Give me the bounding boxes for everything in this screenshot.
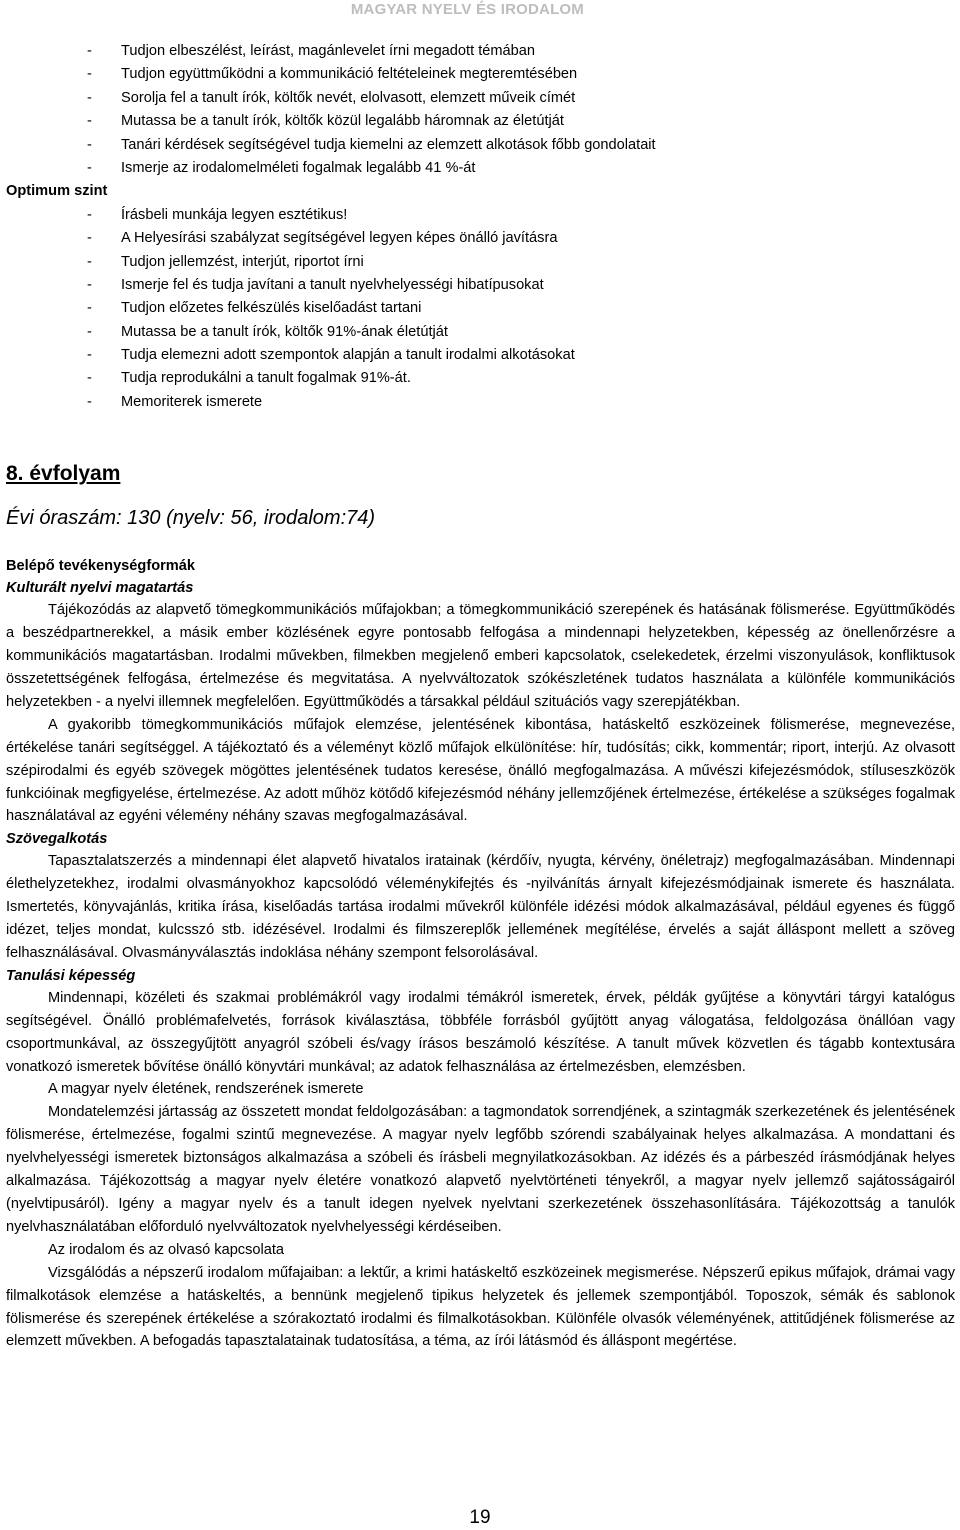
list-item-text: Tudjon együttműködni a kommunikáció feltételeinek megteremtésében (121, 66, 578, 83)
text-creation-paragraph: Tapasztalatszerzés a mindennapi élet alapvető hivatalos iratainak (kérdőív, nyugta, kérvény, önéletrajz) megfogalmazásában. Mindennapi élethelyzetekhez, irodalmi olvasmányokhoz kapcsolódó véleménykifejtés és -nyilvánítás árnyalt kifejezésmódjainak ismerete és használata. Ismertetés, könyvajánlás, kritika írása, kiselőadás tartása irodalmi művekről különféle idézési módok alkalmazásával, például egyenes és függő idézet, teljes mondat, kulcsszó stb. idézésével. Irodalmi és filmszereplők jellemének megítélése, érvelés a saját álláspont mellett a szöveg felhasználásával. Olvasmányválasztás indoklása néhány szempont felsorolásával. (6, 853, 955, 961)
list-item-text: Tudjon elbeszélést, leírást, magánlevelet írni megadott témában (121, 43, 535, 59)
list-dash: - (87, 66, 92, 83)
list-item (6, 367, 955, 390)
list-item (6, 157, 955, 180)
list-dash: - (87, 159, 92, 176)
list-dash: - (87, 89, 92, 106)
page-number: 19 (469, 1507, 491, 1528)
list-item (6, 344, 955, 367)
list-item-text: Tudjon előzetes felkészülés kiselőadást tartani (121, 300, 422, 317)
list-item-text: Tanári kérdések segítségével tudja kiemelni az elemzett alkotások főbb gondolatait (121, 136, 656, 153)
list-item (6, 274, 955, 297)
list-item-text: Mutassa be a tanult írók, költők közül legalább háromnak az életútját (121, 113, 564, 130)
list-item-text: Memoriterek ismerete (121, 393, 263, 410)
requirements-list (6, 40, 955, 180)
language-system-paragraph: Mondatelemzési jártasság az összetett mondat feldolgozásában: a tagmondatok sorrendjének, a szintagmák szerkezetének és jelentésének fölismerése, értelmezése, fogalmi szintű megnevezése. A magyar nyelv legfőbb szórendi szabályainak helyes alkalmazása. A mondattani és nyelvhelyességi ismeretek biztonságos alkalmazása a szóbeli és írásbeli megnyilatkozásokban. Az idézés és a párbeszéd írásmódjának helyes alkalmazása. Tájékozottság a magyar nyelv életére vonatkozó alapvető nyelvtörténeti tényekről, a magyar nyelv jellemző sajátosságairól (nyelvtipusáról). Igény a magyar nyelv és a tanult idegen nyelvek nyelvtani szerkezetének összehasonlítására. Tájékozottság a tanulók nyelvhasználatában előforduló nyelvváltozatok nyelvhelyességi kérdéseiben. (6, 1104, 955, 1235)
list-dash: - (87, 136, 92, 153)
list-dash: - (87, 113, 92, 130)
list-item-text: Tudjon jellemzést, interjút, riportot írni (121, 253, 364, 270)
list-dash: - (87, 43, 92, 59)
literature-reader-heading: Az irodalom és az olvasó kapcsolata (48, 1241, 285, 1258)
list-dash: - (87, 253, 92, 270)
list-item-text: Sorolja fel a tanult írók, költők nevét, elolvasott, elemzett műveik címét (121, 89, 576, 106)
culture-heading: Kulturált nyelvi magatartás (6, 580, 194, 597)
list-item (6, 110, 955, 133)
list-dash: - (87, 206, 92, 223)
list-item (6, 227, 955, 250)
culture-paragraph-1: Tájékozódás az alapvető tömegkommunikációs műfajokban; a tömegkommunikáció szerepének és hatásának fölismerése. Együttműködés a beszédpartnerekkel, a másik ember közlésének egyre pontosabb felfogása a mindennapi helyzetekben, képesség az önellenőrzésre a kommunikációs magatartásban. Irodalmi művekben, filmekben megjelenő emberi kapcsolatok, cselekedetek, érzelmi viszonyulások, konfliktusok összetettségének felfogása, értelmezése és megvitatása. A nyelvváltozatok szókészletének tudatos használata a különféle kommunikációs helyzetekben - a nyelvi illemnek megfelelően. Együttműködés a társakkal például szituációs vagy szerepjátékban. (6, 602, 955, 710)
list-dash: - (87, 276, 92, 293)
entry-activities-heading: Belépő tevékenységformák (6, 558, 195, 575)
list-dash: - (87, 300, 92, 317)
list-item (6, 297, 955, 320)
culture-paragraph-2: A gyakoribb tömegkommunikációs műfajok elemzése, jelentésének kibontása, hatáskeltő eszközeinek fölismerése, megnevezése, értékelése tanári segítséggel. A tájékoztató és a véleményt közlő műfajok elkülönítése: hír, tudósítás; cikk, kommentár; riport, interjú. Az olvasott szépirodalmi és egyéb szövegek mögöttes jelentésének tudatos keresése, önálló megfogalmazása. A művészi kifejezésmódok, stíluseszközök funkcióinak megfigyelése, értelmezése. Az adott műhöz kötődő kifejezésmód néhány jellemzőjének értelmezése, értékelése a szükséges fogalmak használatával az egyéni vélemény néhány szavas megfogalmazásával. (6, 716, 955, 825)
list-item-text: Mutassa be a tanult írók, költők 91%-ának életútját (121, 323, 448, 340)
optimum-heading: Optimum szint (6, 183, 108, 200)
learning-ability-paragraph: Mindennapi, közéleti és szakmai problémákról vagy irodalmi témákról ismeretek, érvek, példák gyűjtése a könyvtári tárgyi katalógus segítségével. Önálló problémafelvetés, források kiválasztása, többféle forrásból gyűjtött anyag válogatása, feldolgozása önállóan vagy csoportmunkával, az összegyűjtött anyagról szóbeli és/vagy írásos beszámoló készítése. A tanult művek közvetlen és tágabb kontextusára vonatkozó ismeretek bővítése önálló könyvtári munkával; az adatok felhasználása az értelmezésben, elemzésben. (6, 989, 955, 1075)
list-item-text: Ismerje fel és tudja javítani a tanult nyelvhelyességi hibatípusokat (121, 276, 544, 293)
list-item-text: Tudja reprodukálni a tanult fogalmak 91%-át. (121, 370, 411, 387)
list-dash: - (87, 347, 92, 364)
list-dash: - (87, 323, 92, 340)
list-dash: - (87, 370, 92, 387)
list-item (6, 251, 955, 274)
running-header: MAGYAR NYELV ÉS IRODALOM (350, 1, 584, 18)
list-item (6, 321, 955, 344)
text-creation-heading: Szövegalkotás (6, 831, 108, 848)
annual-hours: Évi óraszám: 130 (nyelv: 56, irodalom:74) (6, 507, 376, 530)
list-item-text: Írásbeli munkája legyen esztétikus! (121, 206, 348, 223)
list-item-text: Ismerje az irodalomelméleti fogalmak legalább 41 %-át (121, 159, 476, 176)
list-item (6, 134, 955, 157)
list-item-text: Tudja elemezni adott szempontok alapján a tanult irodalmi alkotásokat (121, 347, 575, 364)
list-item (6, 40, 955, 63)
page-body (6, 40, 955, 1353)
list-item (6, 204, 955, 227)
list-item (6, 63, 955, 86)
list-item (6, 391, 955, 414)
grade-title: 8. évfolyam (6, 462, 121, 486)
list-item-text: A Helyesírási szabályzat segítségével legyen képes önálló javításra (121, 230, 558, 247)
learning-ability-heading: Tanulási képesség (6, 967, 136, 984)
list-dash: - (87, 393, 92, 410)
literature-reader-paragraph: Vizsgálódás a népszerű irodalom műfajaiban: a lektűr, a krimi hatáskeltő eszközeinek megismerése. Népszerű epikus műfajok, drámai vagy filmalkotások elemzése a hatáskeltés, a bennünk megjelenő tipikus helyzetek és jellemek szempontjából. Toposzok, sémák és sablonok fölismerése és szerepének értékelése a szórakoztató irodalmi és filmalkotásokban. Különféle olvasók véleményének, attitűdjének fölismerése az elemzett művekben. A befogadás tapasztalatainak tudatosítása, a téma, az írói látásmód és álláspont megértése. (6, 1264, 955, 1350)
list-item (6, 87, 955, 110)
language-system-heading: A magyar nyelv életének, rendszerének ismerete (48, 1081, 364, 1098)
list-dash: - (87, 230, 92, 247)
optimum-list (6, 204, 955, 415)
